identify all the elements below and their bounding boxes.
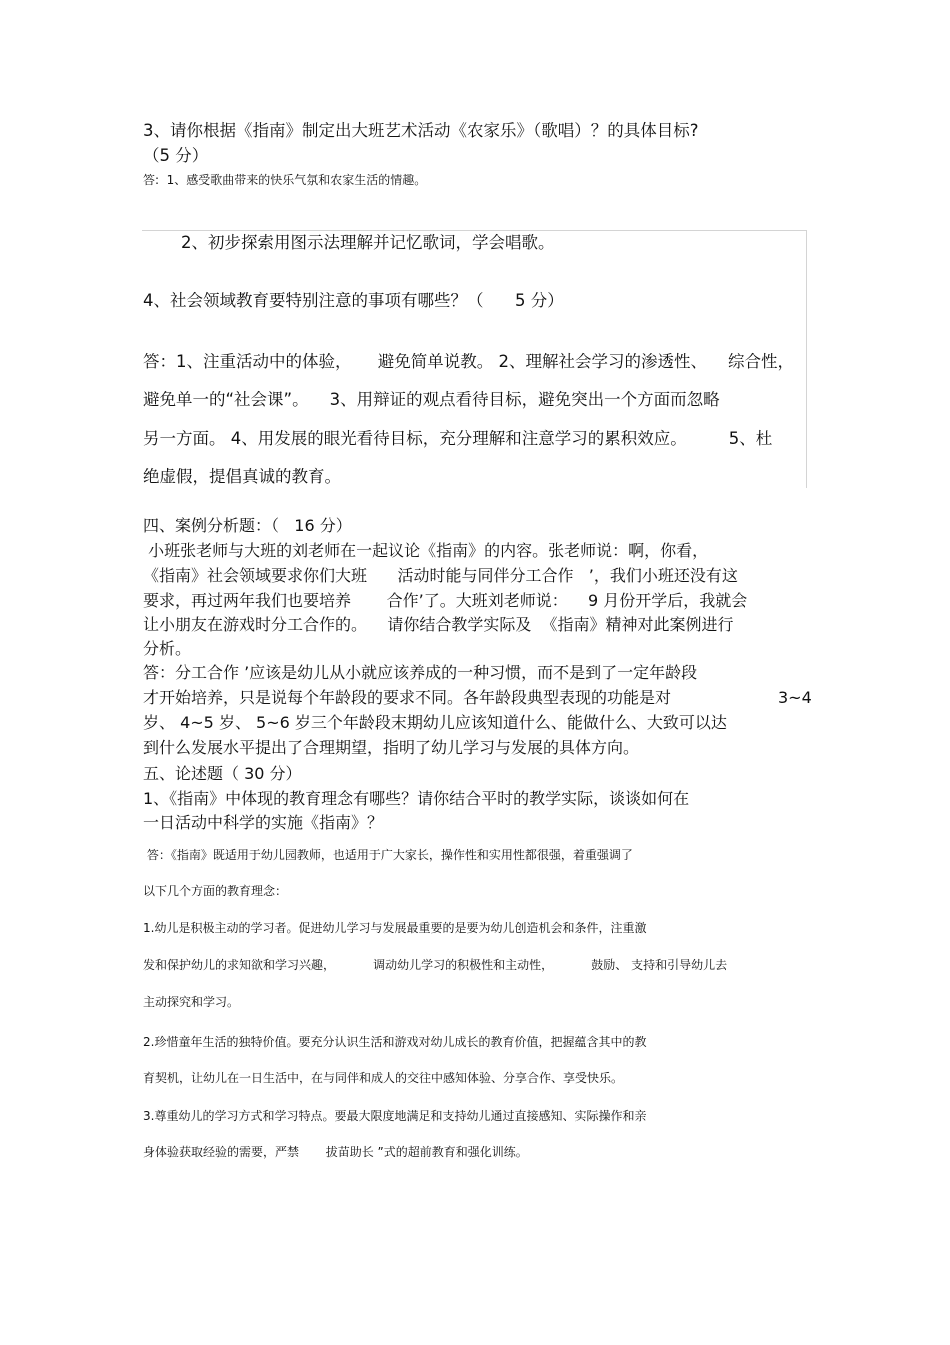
case-line5: 分析。	[143, 639, 192, 658]
essay-answer-line3: 1.幼儿是积极主动的学习者。促进幼儿学习与发展最重要的是要为幼儿创造机会和条件，注重激	[143, 921, 647, 935]
q4-title: 4、社会领域教育要特别注意的事项有哪些？（ 5 分）	[143, 291, 564, 310]
q4-answer-line3: 另一方面。 4、用发展的眼光看待目标，充分理解和注意学习的累积效应。 5、杜	[143, 429, 773, 448]
q3-title-line1: 3、请你根据《指南》制定出大班艺术活动《农家乐》（歌唱）？的具体目标?	[143, 121, 699, 140]
essay-answer-line6: 2.珍惜童年生活的独特价值。要充分认识生活和游戏对幼儿成长的教育价值，把握蕴含其中的教	[143, 1035, 647, 1049]
essay-answer-line7: 育契机，让幼儿在一日生活中，在与同伴和成人的交往中感知体验、分享合作、享受快乐。	[143, 1071, 624, 1085]
case-line1: 小班张老师与大班的刘老师在一起议论《指南》的内容。张老师说：啊，你看，	[143, 541, 709, 560]
q4-answer-line4: 绝虚假，提倡真诚的教育。	[143, 467, 341, 486]
q4-answer-line2: 避免单一的“社会课”。 3、用辩证的观点看待目标，避免突出一个方面而忽略	[143, 390, 720, 409]
essay-question-line2: 一日活动中科学的实施《指南》？	[143, 813, 384, 832]
q3-answer-line1: 答: 1、感受歌曲带来的快乐气氛和农家生活的情趣。	[143, 173, 427, 187]
case-answer-line2-tail: 3~4	[778, 688, 812, 707]
case-answer-line1: 答：分工合作 ’应该是幼儿从小就应该养成的一种习惯，而不是到了一定年龄段	[143, 663, 698, 682]
essay-answer-line4: 发和保护幼儿的求知欲和学习兴趣， 调动幼儿学习的积极性和主动性， 鼓励、 支持和引导幼儿去	[143, 958, 728, 972]
essay-answer-line9: 身体验获取经验的需要，严禁 拔苗助长 ”式的超前教育和强化训练。	[143, 1145, 528, 1159]
case-line4: 让小朋友在游戏时分工合作的。 请你结合教学实际及 《指南》精神对此案例进行	[143, 615, 734, 634]
essay-answer-line8: 3.尊重幼儿的学习方式和学习特点。要最大限度地满足和支持幼儿通过直接感知、实际操作和亲	[143, 1109, 647, 1123]
section4-heading: 四、案例分析题：（ 16 分）	[143, 516, 352, 535]
essay-answer-line2: 以下几个方面的教育理念：	[143, 884, 288, 898]
case-answer-line2: 才开始培养，只是说每个年龄段的要求不同。各年龄段典型表现的功能是对	[143, 688, 672, 707]
case-line2: 《指南》社会领域要求你们大班 活动时能与同伴分工合作 ’，我们小班还没有这	[143, 566, 738, 585]
case-answer-line3: 岁、 4~5 岁、 5~6 岁三个年龄段末期幼儿应该知道什么、能做什么、大致可以达	[143, 713, 727, 732]
essay-question-line1: 1、《指南》中体现的教育理念有哪些？请你结合平时的教学实际，谈谈如何在	[143, 789, 690, 808]
essay-answer-line5: 主动探究和学习。	[143, 995, 240, 1009]
q3-answer-line2: 2、初步探索用图示法理解并记忆歌词，学会唱歌。	[181, 233, 555, 252]
q4-answer-line1: 答：1、注重活动中的体验， 避免简单说教。 2、理解社会学习的渗透性、 综合性，	[143, 352, 794, 371]
case-answer-line4: 到什么发展水平提出了合理期望，指明了幼儿学习与发展的具体方向。	[143, 738, 640, 757]
case-line3: 要求，再过两年我们也要培养 合作’了。大班刘老师说： 9 月份开学后，我就会	[143, 591, 748, 610]
q3-title-line2: （5 分）	[143, 146, 209, 165]
section5-heading: 五、论述题（ 30 分）	[143, 764, 302, 783]
essay-answer-line1: 答：《指南》既适用于幼儿园教师，也适用于广大家长，操作性和实用性都很强，着重强调了	[143, 848, 633, 862]
